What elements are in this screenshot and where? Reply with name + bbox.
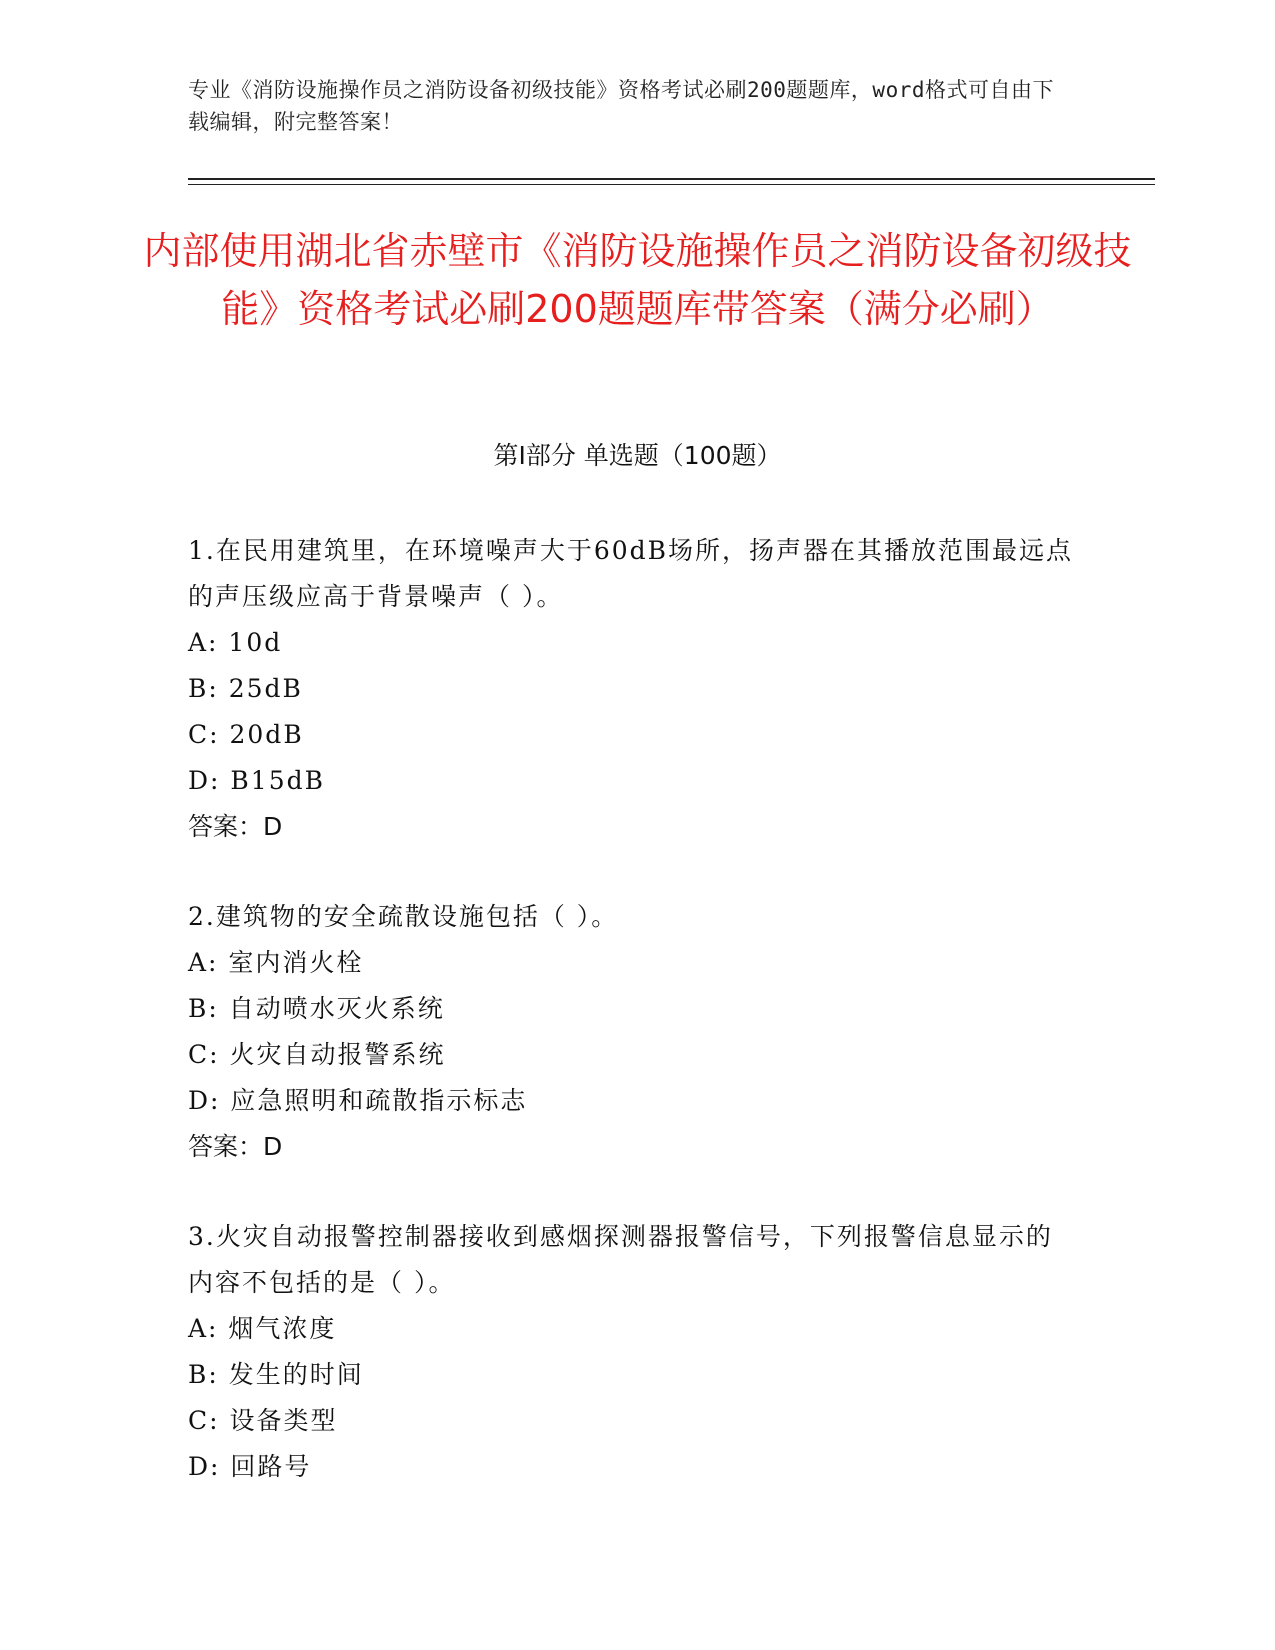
question-stem: 3.火灾自动报警控制器接收到感烟探测器报警信号，下列报警信息显示的内容不包括的是（ ）。 [188,1222,1053,1297]
option-b: B: 自动喷水灭火系统 [188,994,445,1023]
option-c: C: 火灾自动报警系统 [188,1040,446,1069]
header-divider-thin [188,184,1155,185]
question-list [188,528,1078,1534]
section-heading: 第Ⅰ部分 单选题（100题） [493,441,782,470]
question-1 [188,528,1078,850]
question-3 [188,1214,1078,1490]
header-divider-thick [188,178,1155,180]
page-header-note: 专业《消防设施操作员之消防设备初级技能》资格考试必刷200题题库，word格式可自由下载编辑，附完整答案！ [188,78,1054,134]
option-c: C: 20dB [188,720,304,749]
question-stem: 1.在民用建筑里，在环境噪声大于60dB场所，扬声器在其播放范围最远点的声压级应高于背景噪声（ ）。 [188,536,1074,611]
option-d: D: 应急照明和疏散指示标志 [188,1086,528,1115]
option-b: B: 25dB [188,674,303,703]
option-a: A: 室内消火栓 [188,948,364,977]
option-a: A: 10d [188,628,283,657]
option-b: B: 发生的时间 [188,1360,364,1389]
answer: 答案：D [188,1132,283,1161]
question-stem: 2.建筑物的安全疏散设施包括（ ）。 [188,902,619,931]
question-2 [188,894,1078,1170]
answer: 答案：D [188,812,283,841]
option-d: D: 回路号 [188,1452,312,1481]
option-c: C: 设备类型 [188,1406,338,1435]
option-d: D: B15dB [188,766,325,795]
document-title: 内部使用湖北省赤壁市《消防设施操作员之消防设备初级技能》资格考试必刷200题题库带答案（满分必刷） [143,229,1132,331]
option-a: A: 烟气浓度 [188,1314,337,1343]
